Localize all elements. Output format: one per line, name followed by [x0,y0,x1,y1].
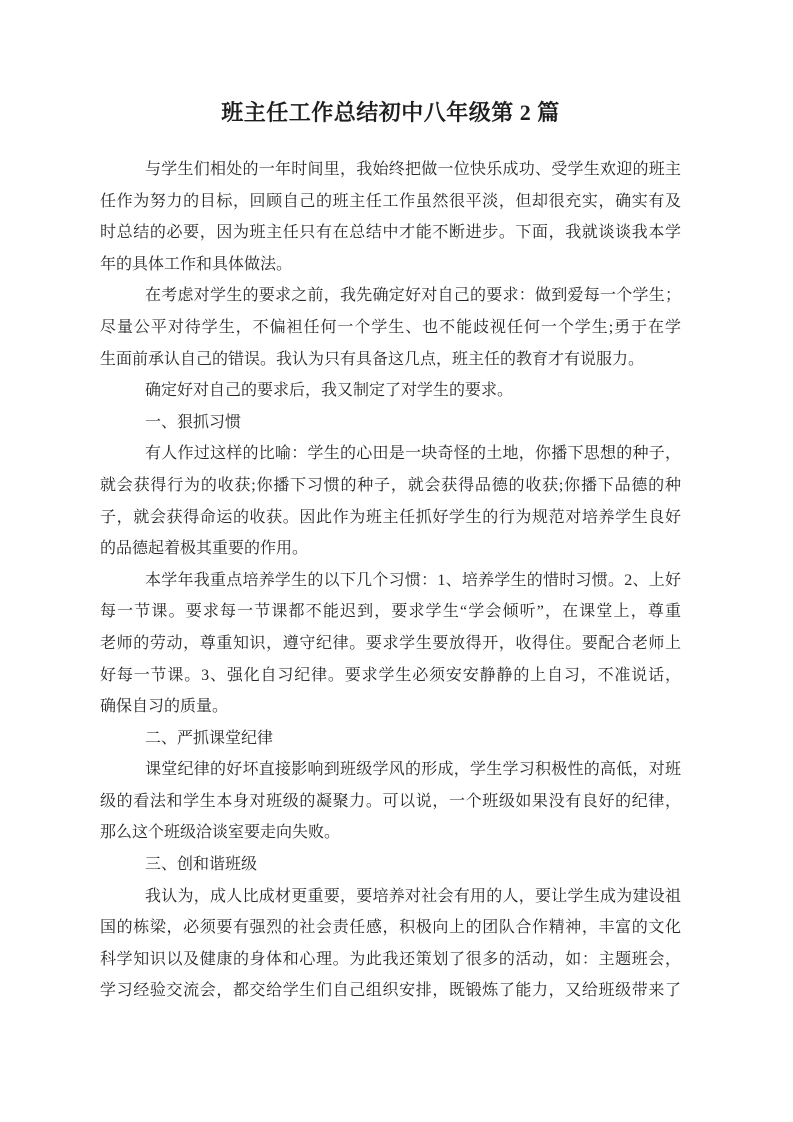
text-line: 老师的劳动，尊重知识，遵守纪律。要求学生要放得开，收得住。要配合老师上 [100,634,681,652]
text-line: 每一节课。要求每一节课都不能迟到，要求学生“学会倾听”，在课堂上，尊重 [100,603,681,621]
section-heading: 二、严抓课堂纪律 [145,729,274,747]
text-line: 确定好对自己的要求后，我又制定了对学生的要求。 [145,382,514,400]
text-line: 子，就会获得命运的收获。因此作为班主任抓好学生的行为规范对培养学生良好 [100,508,681,526]
text-line: 本学年我重点培养学生的以下几个习惯：1、培养学生的惜时习惯。2、上好 [145,571,681,589]
text-line: 在考虑对学生的要求之前，我先确定好对自己的要求：做到爱每一个学生； [145,287,681,305]
document-title: 班主任工作总结初中八年级第 2 篇 [221,100,560,125]
section-heading: 三、创和谐班级 [145,856,258,874]
text-line: 时总结的必要，因为班主任只有在总结中才能不断进步。下面，我就谈谈我本学 [100,224,681,242]
text-line: 就会获得行为的收获;你播下习惯的种子，就会获得品德的收获;你播下品德的种 [100,476,681,494]
text-line: 级的看法和学生本身对班级的凝聚力。可以说，一个班级如果没有良好的纪律， [100,792,681,810]
text-line: 生面前承认自己的错误。我认为只有具备这几点，班主任的教育才有说服力。 [100,350,645,368]
text-line: 国的栋梁，必须要有强烈的社会责任感，积极向上的团队合作精神，丰富的文化 [100,919,681,937]
text-line: 我认为，成人比成材更重要，要培养对社会有用的人，要让学生成为建设祖 [145,887,681,905]
text-line: 任作为努力的目标，回顾自己的班主任工作虽然很平淡，但却很充实，确实有及 [100,192,681,210]
text-line: 的品德起着极其重要的作用。 [100,540,309,558]
text-line: 有人作过这样的比喻：学生的心田是一块奇怪的土地，你播下思想的种子， [145,445,681,463]
section-heading: 一、狠抓习惯 [145,413,242,431]
text-line: 尽量公平对待学生，不偏袒任何一个学生、也不能歧视任何一个学生;勇于在学 [100,318,681,336]
text-line: 与学生们相处的一年时间里，我始终把做一位快乐成功、受学生欢迎的班主 [145,161,681,178]
text-line: 年的具体工作和具体做法。 [100,255,293,273]
text-line: 那么这个班级洽谈室要走向失败。 [100,824,341,842]
text-line: 学习经验交流会，都交给学生们自己组织安排，既锻炼了能力，又给班级带来了 [100,982,681,1000]
text-line: 好每一节课。3、强化自习纪律。要求学生必须安安静静的上自习，不准说话， [100,666,681,684]
document-body [100,154,681,1007]
text-line: 科学知识以及健康的身体和心理。为此我还策划了很多的活动，如：主题班会， [100,950,681,968]
text-line: 课堂纪律的好坏直接影响到班级学风的形成，学生学习积极性的高低，对班 [145,761,681,779]
text-line: 确保自习的质量。 [100,698,229,716]
